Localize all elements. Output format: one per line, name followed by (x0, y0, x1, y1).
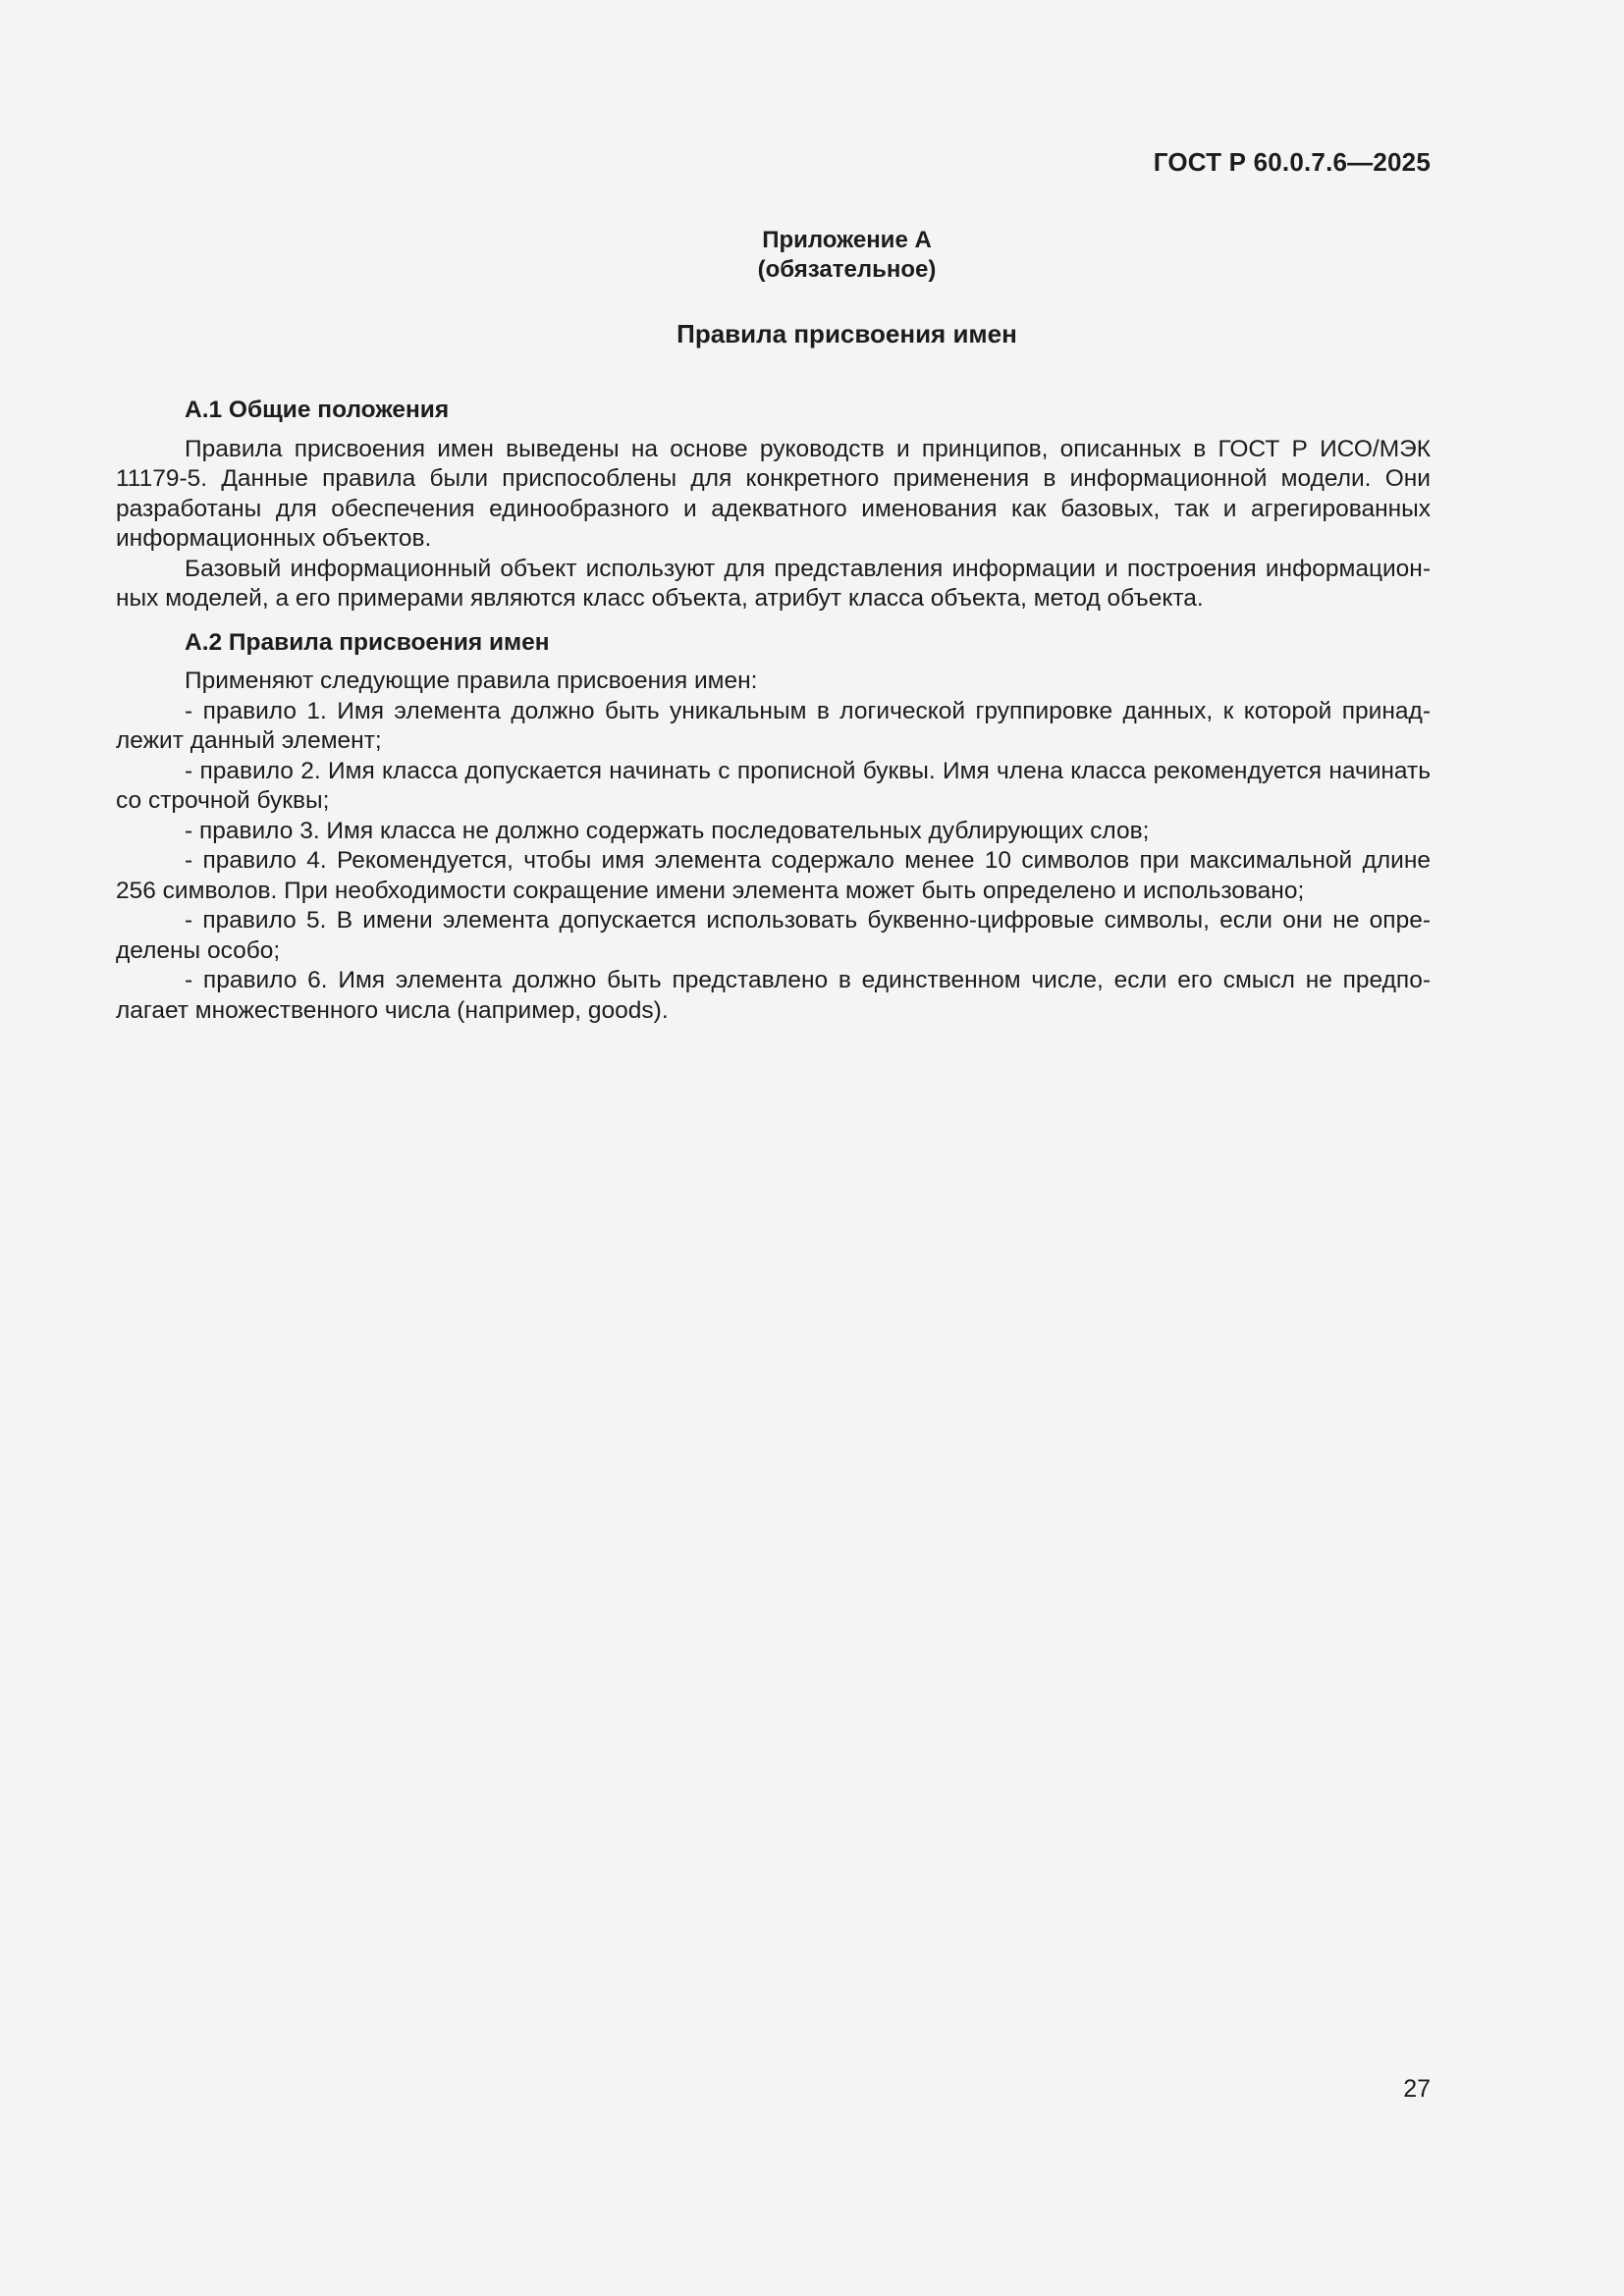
rule-item-4: - правило 4. Рекомендуется, чтобы имя элемента содержало менее 10 символов при максимальной длине 256 символов. При необходимости сокращение имени элемента может быть определено и использовано; (116, 847, 1431, 904)
subsection-heading-a1: А.1 Общие положения (185, 397, 450, 423)
paragraph: Применяют следующие правила присвоения имен: (185, 667, 758, 694)
appendix-title: Приложение А (762, 227, 932, 253)
paragraph: Правила присвоения имен выведены на основе руководств и принципов, описанных в ГОСТ Р ИСО/МЭК 11179-5. Данные правила были приспособлены для конкретного применения в информационной модели. Они разработаны для обеспечения единообразного и адекватного именования как базовых, так и агрегированных информационных объектов. (116, 435, 1431, 552)
page-number: 27 (1403, 2075, 1431, 2103)
document-page (116, 0, 1431, 2296)
rule-item-3: - правило 3. Имя класса не должно содержать последовательных дублирующих слов; (185, 817, 1150, 844)
paragraph: Базовый информационный объект используют для представления информации и построения информационных моделей, а его примерами являются класс объекта, атрибут класса объекта, метод объекта. (116, 555, 1431, 612)
document-code: ГОСТ Р 60.0.7.6—2025 (1153, 147, 1431, 177)
rule-item-2: - правило 2. Имя класса допускается начинать с прописной буквы. Имя члена класса рекомендуется начинать со строчной буквы; (116, 757, 1431, 814)
rule-item-5: - правило 5. В имени элемента допускается использовать буквенно-цифровые символы, если они не определены особо; (116, 907, 1431, 964)
rule-item-6: - правило 6. Имя элемента должно быть представлено в единственном числе, если его смысл не предполагает множественного числа (например, goods). (116, 967, 1431, 1024)
body-text (116, 396, 1431, 1026)
rule-item-1: - правило 1. Имя элемента должно быть уникальным в логической группировке данных, к которой принадлежит данный элемент; (116, 697, 1431, 754)
section-title: Правила присвоения имен (677, 319, 1017, 348)
appendix-status: (обязательное) (757, 256, 937, 283)
appendix-heading (116, 226, 1431, 285)
subsection-heading-a2: А.2 Правила присвоения имен (185, 628, 550, 656)
